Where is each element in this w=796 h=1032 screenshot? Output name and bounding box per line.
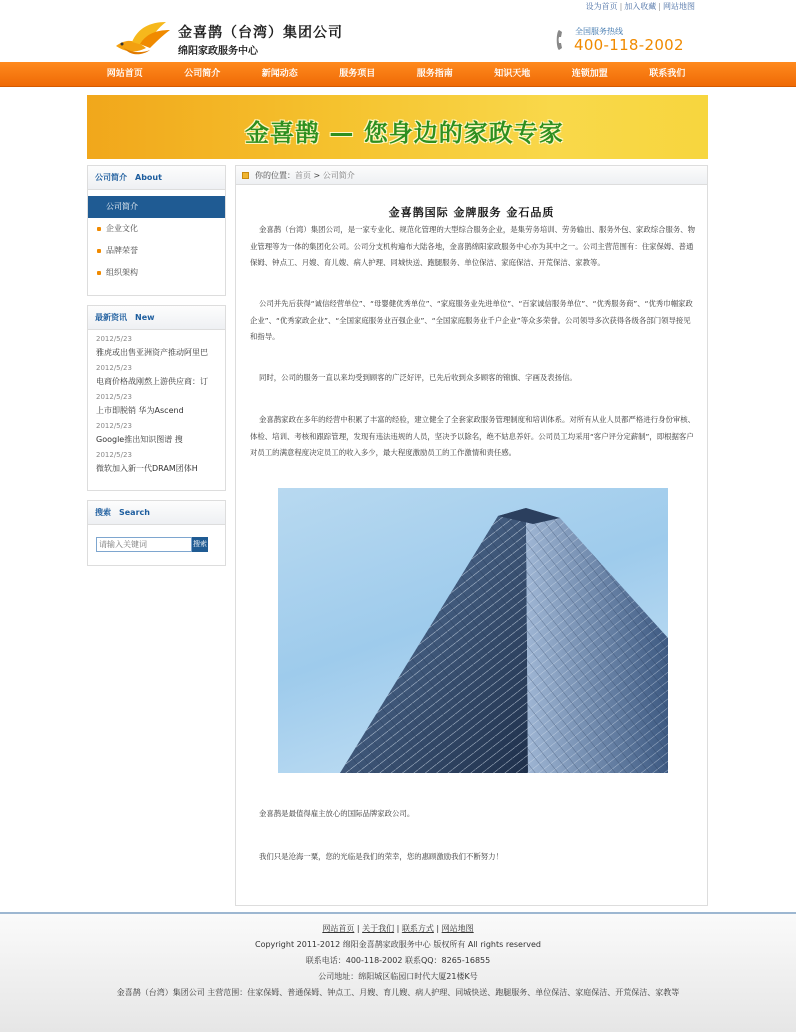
main-content <box>235 165 708 906</box>
add-favorite-link[interactable]: 加入收藏 <box>624 2 657 11</box>
nav-item-services[interactable]: 服务项目 <box>339 69 376 79</box>
divider: | <box>619 2 623 11</box>
sidebar-item-company-intro[interactable] <box>88 196 225 218</box>
banner-slogan: 金喜鹊 — 您身边的家政专家 <box>245 119 564 147</box>
article-paragraph: 同时，公司的服务一直以来均受到顾客的广泛好评，已先后收到众多顾客的锦旗、字画及表扬信。 <box>259 373 577 382</box>
news-item[interactable] <box>96 334 225 363</box>
news-title[interactable]: 上市即脱销 华为Ascend <box>96 406 184 415</box>
brand-title: 金喜鹊（台湾）集团公司 <box>178 25 343 41</box>
footer-link-about[interactable]: 关于我们 <box>362 924 395 933</box>
footer-link-home[interactable]: 网站首页 <box>322 924 355 933</box>
news-item[interactable] <box>96 363 225 392</box>
site-footer <box>0 912 796 1032</box>
breadcrumb-prefix: 你的位置： <box>255 171 295 180</box>
news-title[interactable]: Google推出知识图谱 搜 <box>96 435 183 444</box>
sidebar-item-label: 企业文化 <box>106 224 138 233</box>
hotline-label: 全国服务热线 <box>575 27 623 36</box>
bullet-dot-icon <box>97 271 101 275</box>
search-input[interactable] <box>96 537 192 552</box>
article-title: 金喜鹊国际 金牌服务 金石品质 <box>388 206 555 219</box>
sidebar-item-structure[interactable] <box>88 262 225 284</box>
article-paragraph: 金喜鹊（台湾）集团公司，是一家专业化、规范化管理的大型综合服务企业，是集劳务培训、劳务输出、服务外包、家政综合服务、物业管理等为一体的集团化公司。公司分支机构遍布大陆各地，金喜鹊绵阳家政服务中心亦为其中之一。公司主营范围有：住家保姆、普通保姆、钟点工、月嫂、育儿嫂、病人护理、同城快送、跑腿服务、单位保洁、家庭保洁、开荒保洁、家教等。 <box>250 225 696 267</box>
news-date: 2012/5/23 <box>96 422 132 430</box>
hero-banner <box>87 95 708 159</box>
sidebar-item-label: 公司简介 <box>106 202 138 211</box>
news-date: 2012/5/23 <box>96 335 132 343</box>
bullet-dot-icon <box>97 227 101 231</box>
bird-logo-icon[interactable] <box>110 18 172 58</box>
nav-item-home[interactable]: 网站首页 <box>106 69 143 79</box>
footer-copyright: Copyright 2011-2012 绵阳金喜鹊家政服务中心 版权所有 All rights reserved <box>255 940 541 949</box>
breadcrumb <box>236 166 707 185</box>
footer-address: 公司地址：绵阳城区临园口时代大厦21楼K号 <box>318 972 478 981</box>
main-nav <box>0 62 796 87</box>
sidebar-news-box <box>87 305 226 491</box>
top-links <box>586 1 695 12</box>
nav-item-contact[interactable]: 联系我们 <box>649 69 686 79</box>
footer-link-sitemap[interactable]: 网站地图 <box>441 924 474 933</box>
news-title[interactable]: 微软加入新一代DRAM团体H <box>96 464 198 473</box>
sidebar-item-label: 组织架构 <box>106 268 138 277</box>
news-item[interactable] <box>96 392 225 421</box>
brand-subtitle: 绵阳家政服务中心 <box>178 46 258 57</box>
news-date: 2012/5/23 <box>96 364 132 372</box>
footer-link-contact[interactable]: 联系方式 <box>401 924 434 933</box>
bullet-dot-icon <box>97 249 101 253</box>
news-date: 2012/5/23 <box>96 393 132 401</box>
nav-item-about[interactable]: 公司简介 <box>184 69 221 79</box>
nav-item-knowledge[interactable]: 知识天地 <box>494 69 531 79</box>
set-homepage-link[interactable]: 设为首页 <box>585 2 618 11</box>
nav-item-franchise[interactable]: 连锁加盟 <box>571 69 608 79</box>
sidebar-search-box <box>87 500 226 566</box>
phone-icon <box>555 28 571 52</box>
news-title[interactable]: 雅虎或出售亚洲资产推动阿里巴 <box>96 348 208 357</box>
sitemap-link[interactable]: 网站地图 <box>663 2 695 11</box>
article-paragraph: 我们只是沧海一粟，您的光临是我们的荣幸，您的惠顾激励我们不断努力！ <box>259 852 503 861</box>
breadcrumb-separator: > <box>311 171 323 180</box>
footer-scope: 金喜鹊（台湾）集团公司 主营范围：住家保姆、普通保姆、钟点工、月嫂、育儿嫂、病人护理、同城快送、跑腿服务、单位保洁、家庭保洁、开荒保洁、家教等 <box>116 988 680 997</box>
breadcrumb-current: 公司简介 <box>322 171 355 180</box>
sidebar-search-title: 搜索 Search <box>88 501 225 525</box>
divider: | <box>658 2 661 11</box>
building-photo <box>278 488 668 773</box>
sidebar-about-title: 公司简介 About <box>88 166 225 190</box>
sidebar-item-honors[interactable] <box>88 240 225 262</box>
article-paragraph: 金喜鹊家政在多年的经营中积累了丰富的经验，建立健全了全套家政服务管理制度和培训体系。对所有从业人员都严格进行身份审核、体检、培训、考核和跟踪管理，发现有违法违规的人员，坚决予以除名，绝不姑息养奸。公司员工均采用“客户评分定薪制”，即根据客户对员工的满意程度决定员工的收入多少，最大程度激励员工的工作激情和责任感。 <box>250 415 696 457</box>
sidebar-item-label: 品牌荣誉 <box>106 246 138 255</box>
news-title[interactable]: 电商价格战刚熬上游供应商：订 <box>96 377 208 386</box>
nav-item-guide[interactable]: 服务指南 <box>416 69 453 79</box>
news-date: 2012/5/23 <box>96 451 132 459</box>
sidebar-news-title: 最新资讯 New <box>88 306 225 330</box>
breadcrumb-home-link[interactable]: 首页 <box>295 171 311 180</box>
hotline-number: 400-118-2002 <box>574 36 684 54</box>
footer-links: 网站首页 | 关于我们 | 联系方式 | 网站地图 <box>322 924 474 933</box>
home-icon <box>242 172 249 179</box>
search-button[interactable]: 搜索 <box>192 537 208 552</box>
skyscraper-image <box>278 488 668 773</box>
sidebar-about-box <box>87 165 226 296</box>
news-item[interactable] <box>96 421 225 450</box>
article-paragraph: 金喜鹊是最值得雇主放心的国际品牌家政公司。 <box>259 809 415 818</box>
nav-item-news[interactable]: 新闻动态 <box>261 69 298 79</box>
news-item[interactable] <box>96 450 225 479</box>
sidebar-item-culture[interactable] <box>88 218 225 240</box>
article-paragraph: 公司并先后获得“诚信经营单位”、“母婴健优秀单位”、“家庭服务业先进单位”、“百家诚信服务单位”、“优秀服务商”、“优秀巾帼家政企业”、“优秀家政企业”、“全国家庭服务业百强企业”、“全国家庭服务业千户企业”等众多荣誉。公司领导多次获得各级各部门领导接见和指导。 <box>250 299 693 341</box>
footer-contact: 联系电话：400-118-2002 联系QQ：8265-16855 <box>305 956 491 965</box>
